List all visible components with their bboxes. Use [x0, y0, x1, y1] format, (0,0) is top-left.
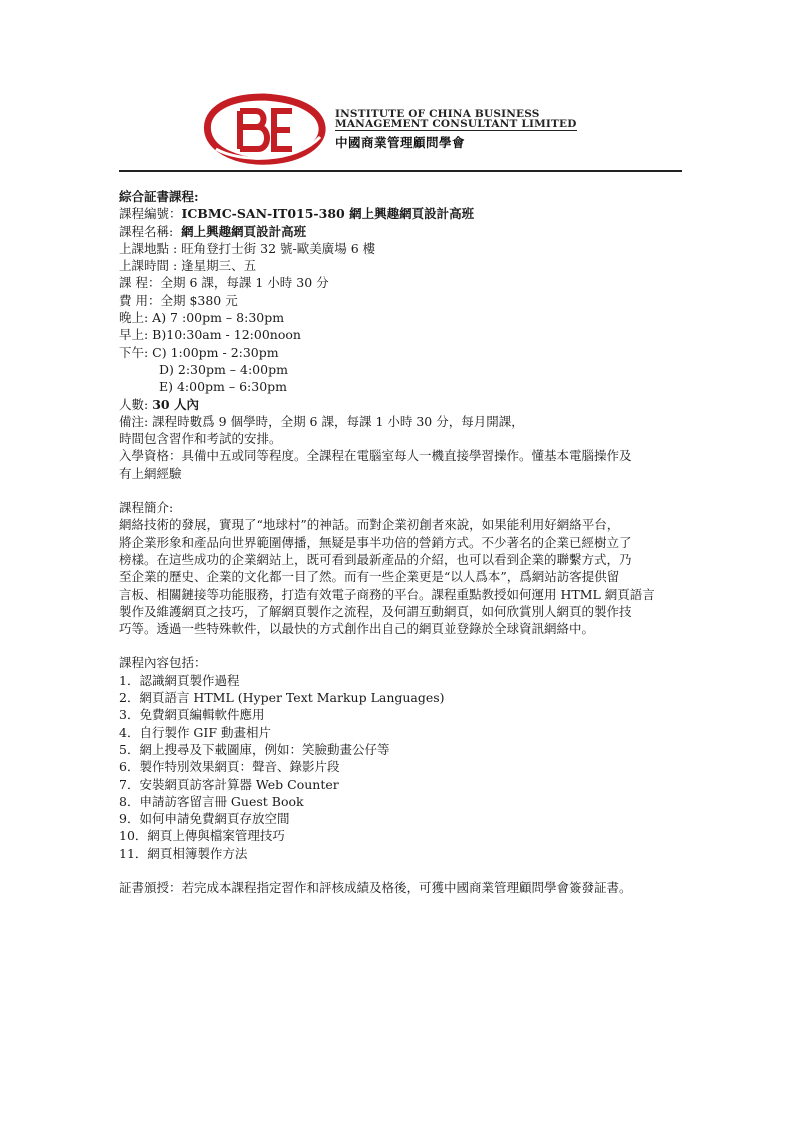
contents-item: 9．如何申請免費網頁存放空間 [119, 811, 290, 827]
session-afternoon-c: 下午: C) 1:00pm - 2:30pm [119, 344, 279, 360]
intro-line: 製作及維護網頁之技巧，了解網頁製作之流程，及何謂互動網頁，如何欣賞別人網頁的製作技 [119, 603, 632, 619]
course-name [119, 223, 689, 240]
intro-line: 將企業形象和產品向世界範圍傳播，無疑是事半功倍的營銷方式。不少著名的企業已經樹立了 [119, 534, 632, 550]
intro-line: 巧等。透過一些特殊軟件，以最快的方式創作出自己的網頁並登錄於全球資訊網絡中。 [119, 621, 595, 637]
remarks-line-2: 時間包含習作和考試的安排。 [119, 431, 282, 447]
session-afternoon-e: E) 4:00pm – 6:30pm [159, 379, 288, 395]
institute-logo-icon [200, 93, 328, 165]
contents-item: 8．申請訪客留言冊 Guest Book [119, 793, 304, 809]
course-category: 綜合証書課程: [119, 189, 199, 204]
requirement-line-2: 有上網經驗 [119, 465, 182, 481]
capacity-label: 人數: [119, 396, 149, 412]
contents-item: 4．自行製作 GIF 動畫相片 [119, 724, 271, 740]
course-code [119, 205, 689, 222]
course-name-label: 課程名稱: [119, 223, 174, 239]
contents-item: 7．安裝網頁訪客計算器 Web Counter [119, 776, 339, 792]
course-code-label: 課程編號： [119, 206, 182, 222]
contents-item: 6．製作特別效果網頁：聲音、錄影片段 [119, 759, 340, 775]
contents-item: 10．網頁上傳與檔案管理技巧 [119, 828, 285, 844]
session-afternoon-d: D) 2:30pm – 4:00pm [159, 361, 288, 377]
intro-line: 網絡技術的發展，實現了“地球村”的神話。而對企業初創者來說，如果能利用好網絡平台， [119, 517, 620, 533]
course-lessons: 課 程：全期 6 課，每課 1 小時 30 分 [119, 275, 329, 291]
contents-item: 1．認識網頁製作過程 [119, 672, 240, 688]
intro-line: 榜樣。在這些成功的企業網站上，既可看到最新產品的介紹，也可以看到企業的聯繫方式，乃 [119, 551, 632, 567]
session-morning: 早上: B)10:30am - 12:00noon [119, 327, 301, 343]
header-divider [119, 170, 682, 172]
institute-name [335, 109, 577, 151]
remarks-line-1: 備注: 課程時數爲 9 個學時，全期 6 課，每課 1 小時 30 分，每月開課， [119, 413, 524, 429]
course-location: 上課地點 : 旺角登打士街 32 號-歐美廣場 6 樓 [119, 240, 376, 256]
course-capacity [119, 396, 689, 413]
course-fee: 費 用：全期 $380 元 [119, 292, 238, 308]
course-name-value: 網上興趣網頁設計高班 [181, 223, 307, 239]
session-evening: 晚上: A) 7 :00pm – 8:30pm [119, 310, 285, 326]
intro-heading: 課程簡介: [119, 500, 174, 516]
requirement-line-1: 入學資格：具備中五或同等程度。全課程在電腦室每人一機直接學習操作。懂基本電腦操作及 [119, 448, 632, 464]
intro-line: 言板、相關鏈接等功能服務，打造有效電子商務的平台。課程重點教授如何運用 HTML 網頁語言 [119, 586, 655, 602]
contents-item: 5．網上搜尋及下載圖庫，例如：笑臉動畫公仔等 [119, 741, 390, 757]
contents-heading: 課程內容包括： [119, 655, 207, 671]
capacity-value: 30 人內 [152, 396, 199, 412]
intro-line: 至企業的歷史、企業的文化都一目了然。而有一些企業更是“以人爲本”，爲網站訪客提供留 [119, 569, 620, 585]
certificate-note: 証書頒授：若完成本課程指定習作和評核成績及格後，可獲中國商業管理顧問學會簽發証書。 [119, 879, 632, 895]
institute-name-en-line1: INSTITUTE OF CHINA BUSINESS [335, 108, 540, 120]
course-content [119, 188, 689, 896]
institute-name-en-line2: MANAGEMENT CONSULTANT LIMITED [335, 118, 577, 130]
letterhead [200, 93, 620, 168]
contents-item: 3．免費網頁編輯軟件應用 [119, 707, 265, 723]
contents-item: 11．網頁相簿製作方法 [119, 845, 248, 861]
course-schedule: 上課時間 : 逢星期三、五 [119, 258, 257, 274]
institute-name-zh: 中國商業管理顧問學會 [335, 135, 466, 150]
course-code-value: ICBMC-SAN-IT015-380 網上興趣網頁設計高班 [181, 206, 475, 222]
contents-item: 2．網頁語言 HTML (Hyper Text Markup Languages) [119, 690, 445, 706]
